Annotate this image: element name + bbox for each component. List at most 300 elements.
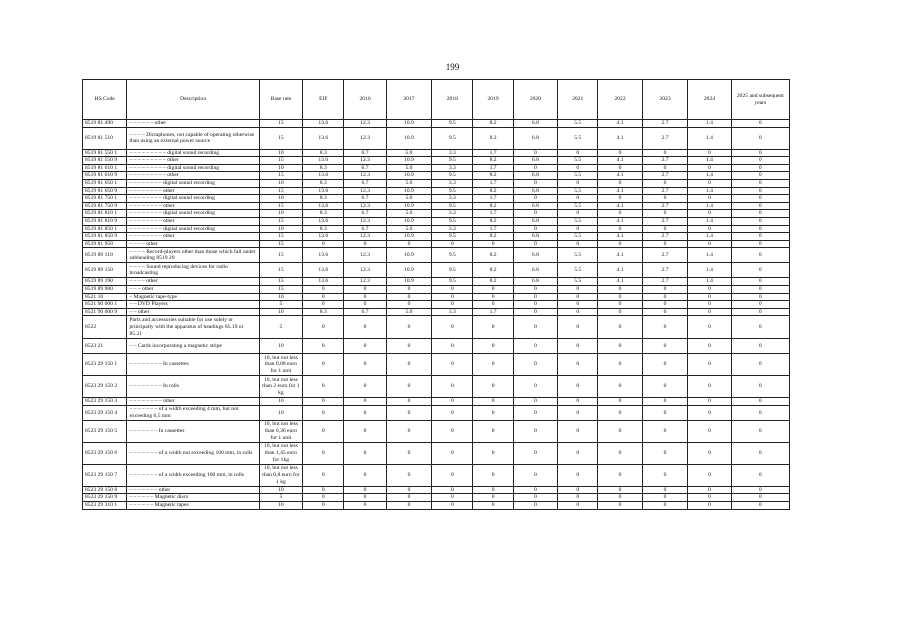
rate-cell: 1.4 <box>688 127 731 149</box>
rate-cell: 13.6 <box>303 278 344 286</box>
rate-cell: 13.6 <box>303 157 344 165</box>
rate-cell: 0 <box>558 308 598 316</box>
column-header-2020: 2020 <box>513 80 557 120</box>
rate-cell: 6.7 <box>344 164 386 172</box>
rate-cell: 0 <box>642 179 688 187</box>
rate-cell: 0 <box>303 502 344 510</box>
hs-code-cell: 8523 29 150 1 <box>83 354 127 376</box>
rate-cell: 15 <box>259 187 302 195</box>
table-row <box>83 172 790 180</box>
description-cell: – – – – Record-players other than those which fall under subheading 8519 20 <box>127 248 259 263</box>
rate-cell: 6.7 <box>344 210 386 218</box>
rate-cell: 5.0 <box>386 179 432 187</box>
rate-cell: 1.4 <box>688 248 731 263</box>
rate-cell: 10 <box>259 405 302 420</box>
description-cell: – – – – – – – – other <box>127 398 259 406</box>
rate-cell: 15 <box>259 248 302 263</box>
rate-cell: 0 <box>513 398 557 406</box>
rate-cell: 0 <box>513 354 557 376</box>
table-header-row <box>83 80 790 120</box>
rate-cell: 0 <box>642 398 688 406</box>
rate-cell: 0 <box>642 316 688 339</box>
description-cell: – – – – – – – – other <box>127 202 259 210</box>
rate-cell: 0 <box>513 240 557 248</box>
rate-cell: 6.7 <box>344 225 386 233</box>
hs-code-cell: 8519 89 190 <box>83 278 127 286</box>
hs-code-cell: 8523 29 150 5 <box>83 420 127 442</box>
rate-cell: 0 <box>688 398 731 406</box>
rate-cell: 0 <box>432 420 473 442</box>
table-row <box>83 149 790 157</box>
rate-cell: 15 <box>259 263 302 278</box>
rate-cell: 2.7 <box>642 187 688 195</box>
rate-cell: 0 <box>598 293 642 301</box>
page-number: 199 <box>445 62 460 72</box>
rate-cell: 10, but not less than 1,45 euro for 1kg <box>259 442 302 464</box>
rate-cell: 0 <box>303 494 344 502</box>
rate-cell: 12.3 <box>344 263 386 278</box>
rate-cell: 6.7 <box>344 149 386 157</box>
rate-cell: 9.5 <box>432 233 473 241</box>
rate-cell: 2.7 <box>642 127 688 149</box>
rate-cell: 1.7 <box>473 149 513 157</box>
rate-cell: 0 <box>513 164 557 172</box>
description-cell: – – – – – – – – digital sound recording <box>127 210 259 218</box>
rate-cell: 15 <box>259 233 302 241</box>
hs-code-cell: 8519 81 490 <box>83 120 127 128</box>
table-row <box>83 354 790 376</box>
rate-cell: 0 <box>558 420 598 442</box>
rate-cell: 0 <box>386 240 432 248</box>
hs-code-cell: 8522 <box>83 316 127 339</box>
rate-cell: 0 <box>344 301 386 309</box>
rate-cell: 0 <box>473 301 513 309</box>
rate-cell: 0 <box>386 293 432 301</box>
rate-cell: 5.5 <box>558 248 598 263</box>
rate-cell: 10 <box>259 149 302 157</box>
hs-code-cell: 8519 81 850 1 <box>83 225 127 233</box>
rate-cell: 0 <box>303 398 344 406</box>
table-row <box>83 157 790 165</box>
rate-cell: 0 <box>688 442 731 464</box>
hs-code-cell: 8523 29 150 8 <box>83 486 127 494</box>
rate-cell: 1.4 <box>688 157 731 165</box>
rate-cell: 0 <box>731 285 789 293</box>
rate-cell: 0 <box>598 179 642 187</box>
hs-code-cell: 8523 29 150 6 <box>83 442 127 464</box>
rate-cell: 0 <box>344 240 386 248</box>
rate-cell: 0 <box>598 376 642 398</box>
rate-cell: 0 <box>731 217 789 225</box>
rate-cell: 0 <box>731 464 789 486</box>
rate-cell: 13.6 <box>303 202 344 210</box>
rate-cell: 0 <box>731 149 789 157</box>
column-header-base-rate: Base rate <box>259 80 302 120</box>
hs-code-cell: 8519 89 900 <box>83 285 127 293</box>
rate-cell: 8.3 <box>303 225 344 233</box>
rate-cell: 0 <box>731 494 789 502</box>
rate-cell: 6.8 <box>513 248 557 263</box>
rate-cell: 2.7 <box>642 278 688 286</box>
rate-cell: 0 <box>558 494 598 502</box>
rate-cell: 3.3 <box>432 195 473 203</box>
rate-cell: 0 <box>598 210 642 218</box>
hs-code-cell: 8523 29 150 9 <box>83 494 127 502</box>
description-cell: – – – – – – – – In cassettes <box>127 354 259 376</box>
rate-cell: 10 <box>259 502 302 510</box>
rate-cell: 0 <box>598 486 642 494</box>
rate-cell: 0 <box>513 285 557 293</box>
rate-cell: 0 <box>558 210 598 218</box>
rate-cell: 0 <box>386 494 432 502</box>
rate-cell: 5.5 <box>558 263 598 278</box>
rate-cell: 8.3 <box>303 179 344 187</box>
rate-cell: 0 <box>688 494 731 502</box>
rate-cell: 5.5 <box>558 202 598 210</box>
rate-cell: 10.9 <box>386 187 432 195</box>
rate-cell: 0 <box>473 442 513 464</box>
rate-cell: 5.0 <box>386 164 432 172</box>
rate-cell: 0 <box>731 398 789 406</box>
rate-cell: 0 <box>688 240 731 248</box>
rate-cell: 10 <box>259 308 302 316</box>
rate-cell: 0 <box>513 210 557 218</box>
rate-cell: 1.7 <box>473 225 513 233</box>
rate-cell: 4.1 <box>598 187 642 195</box>
rate-cell: 0 <box>642 240 688 248</box>
table-row <box>83 248 790 263</box>
rate-cell: 0 <box>642 339 688 354</box>
rate-cell: 0 <box>386 354 432 376</box>
rate-cell: 13.6 <box>303 172 344 180</box>
rate-cell: 0 <box>688 405 731 420</box>
rate-cell: 0 <box>642 405 688 420</box>
rate-cell: 0 <box>731 293 789 301</box>
hs-code-cell: 8519 81 610 9 <box>83 172 127 180</box>
rate-cell: 1.4 <box>688 263 731 278</box>
description-cell: – – – – – – – – other <box>127 233 259 241</box>
rate-cell: 0 <box>386 502 432 510</box>
column-header-eif: EIF <box>303 80 344 120</box>
rate-cell: 0 <box>598 195 642 203</box>
rate-cell: 0 <box>303 405 344 420</box>
rate-cell: 0 <box>558 339 598 354</box>
rate-cell: 1.4 <box>688 202 731 210</box>
rate-cell: 0 <box>513 308 557 316</box>
rate-cell: 0 <box>688 376 731 398</box>
rate-cell: 0 <box>513 179 557 187</box>
rate-cell: 15 <box>259 278 302 286</box>
description-cell: – – – – – – – – other <box>127 187 259 195</box>
rate-cell: 9.5 <box>432 248 473 263</box>
rate-cell: 0 <box>513 494 557 502</box>
rate-cell: 0 <box>303 486 344 494</box>
rate-cell: 0 <box>344 442 386 464</box>
table-row <box>83 217 790 225</box>
rate-cell: 5.0 <box>386 195 432 203</box>
rate-cell: 0 <box>303 376 344 398</box>
rate-cell: 0 <box>731 278 789 286</box>
rate-cell: 10.9 <box>386 263 432 278</box>
rate-cell: 10 <box>259 179 302 187</box>
rate-cell: 0 <box>432 301 473 309</box>
rate-cell: 0 <box>558 354 598 376</box>
rate-cell: 0 <box>642 308 688 316</box>
rate-cell: 0 <box>344 293 386 301</box>
rate-cell: 0 <box>688 308 731 316</box>
description-cell: – – – – – – – – digital sound recording <box>127 225 259 233</box>
description-cell: – Magnetic tape-type <box>127 293 259 301</box>
table-row <box>83 339 790 354</box>
rate-cell: 10.9 <box>386 157 432 165</box>
rate-cell: 0 <box>688 420 731 442</box>
rate-cell: 2.7 <box>642 217 688 225</box>
column-header-description: Description <box>127 80 259 120</box>
rate-cell: 0 <box>598 225 642 233</box>
description-cell: – – DVD Players <box>127 301 259 309</box>
rate-cell: 0 <box>473 486 513 494</box>
table-row <box>83 225 790 233</box>
rate-cell: 0 <box>558 149 598 157</box>
rate-cell: 0 <box>344 420 386 442</box>
rate-cell: 0 <box>513 301 557 309</box>
table-row <box>83 420 790 442</box>
rate-cell: 3.3 <box>432 210 473 218</box>
table-row <box>83 195 790 203</box>
rate-cell: 0 <box>473 293 513 301</box>
rate-cell: 8.3 <box>303 164 344 172</box>
hs-code-cell: 8519 81 510 <box>83 127 127 149</box>
rate-cell: 0 <box>688 195 731 203</box>
rate-cell: 0 <box>473 316 513 339</box>
rate-cell: 0 <box>386 339 432 354</box>
rate-cell: 0 <box>731 210 789 218</box>
rate-cell: 10.9 <box>386 248 432 263</box>
rate-cell: 13.6 <box>303 248 344 263</box>
column-header-2024: 2024 <box>688 80 731 120</box>
rate-cell: 0 <box>731 263 789 278</box>
rate-cell: 4.1 <box>598 278 642 286</box>
rate-cell: 0 <box>598 301 642 309</box>
description-cell: – – – – Dictaphones, not capable of operating otherwise than using an external power source <box>127 127 259 149</box>
rate-cell: 0 <box>432 354 473 376</box>
table-row <box>83 316 790 339</box>
rate-cell: 0 <box>513 339 557 354</box>
rate-cell: 4.1 <box>598 217 642 225</box>
rate-cell: 9.5 <box>432 217 473 225</box>
rate-cell: 8.2 <box>473 127 513 149</box>
table-row <box>83 442 790 464</box>
rate-cell: 0 <box>303 464 344 486</box>
rate-cell: 8.2 <box>473 172 513 180</box>
rate-cell: 0 <box>598 354 642 376</box>
rate-cell: 0 <box>386 405 432 420</box>
rate-cell: 10 <box>259 293 302 301</box>
hs-code-cell: 8519 81 550 9 <box>83 157 127 165</box>
rate-cell: 0 <box>688 210 731 218</box>
rate-cell: 0 <box>432 240 473 248</box>
rate-cell: 0 <box>731 120 789 128</box>
rate-cell: 0 <box>303 339 344 354</box>
rate-cell: 2.7 <box>642 172 688 180</box>
rate-cell: 0 <box>432 285 473 293</box>
rate-cell: 0 <box>473 339 513 354</box>
hs-code-cell: 8519 81 750 1 <box>83 195 127 203</box>
rate-cell: 12.3 <box>344 278 386 286</box>
rate-cell: 0 <box>513 293 557 301</box>
rate-cell: 0 <box>731 127 789 149</box>
rate-cell: 0 <box>513 486 557 494</box>
rate-cell: 0 <box>731 164 789 172</box>
rate-cell: 0 <box>642 486 688 494</box>
rate-cell: 5.5 <box>558 157 598 165</box>
rate-cell: 3.3 <box>432 179 473 187</box>
description-cell: – – – – – – – – In rolls <box>127 376 259 398</box>
column-header-2017: 2017 <box>386 80 432 120</box>
rate-cell: 0 <box>731 308 789 316</box>
rate-cell: 0 <box>598 464 642 486</box>
rate-cell: 0 <box>598 442 642 464</box>
rate-cell: 0 <box>731 157 789 165</box>
hs-code-cell: 8519 89 150 <box>83 263 127 278</box>
rate-cell: 6.7 <box>344 179 386 187</box>
rate-cell: 0 <box>558 442 598 464</box>
rate-cell: 0 <box>558 179 598 187</box>
rate-cell: 0 <box>731 233 789 241</box>
rate-cell: 1.7 <box>473 210 513 218</box>
rate-cell: 12.3 <box>344 120 386 128</box>
rate-cell: 1.7 <box>473 164 513 172</box>
rate-cell: 3.3 <box>432 225 473 233</box>
column-header-2016: 2016 <box>344 80 386 120</box>
rate-cell: 0 <box>688 464 731 486</box>
rate-cell: 8.3 <box>303 149 344 157</box>
rate-cell: 10.9 <box>386 120 432 128</box>
table-row <box>83 301 790 309</box>
rate-cell: 0 <box>558 240 598 248</box>
rate-cell: 9.5 <box>432 263 473 278</box>
tariff-body <box>83 120 790 510</box>
rate-cell: 0 <box>513 316 557 339</box>
rate-cell: 0 <box>303 316 344 339</box>
rate-cell: 0 <box>642 502 688 510</box>
rate-cell: 6.8 <box>513 172 557 180</box>
rate-cell: 8.2 <box>473 278 513 286</box>
rate-cell: 0 <box>688 149 731 157</box>
rate-cell: 10 <box>259 398 302 406</box>
rate-cell: 0 <box>731 376 789 398</box>
rate-cell: 0 <box>558 164 598 172</box>
table-row <box>83 127 790 149</box>
table-row <box>83 486 790 494</box>
rate-cell: 0 <box>558 486 598 494</box>
rate-cell: 4.1 <box>598 157 642 165</box>
table-row <box>83 376 790 398</box>
rate-cell: 0 <box>642 225 688 233</box>
rate-cell: 0 <box>432 316 473 339</box>
rate-cell: 5 <box>259 301 302 309</box>
rate-cell: 0 <box>642 420 688 442</box>
rate-cell: 6.8 <box>513 157 557 165</box>
rate-cell: 0 <box>731 354 789 376</box>
rate-cell: 8.2 <box>473 120 513 128</box>
description-cell: – – – – – – Magnetic tapes <box>127 502 259 510</box>
rate-cell: 0 <box>688 502 731 510</box>
rate-cell: 0 <box>598 164 642 172</box>
rate-cell: 0 <box>473 285 513 293</box>
rate-cell: 6.8 <box>513 187 557 195</box>
hs-code-cell: 8521 90 000 1 <box>83 301 127 309</box>
rate-cell: 15 <box>259 285 302 293</box>
rate-cell: 8.2 <box>473 233 513 241</box>
rate-cell: 0 <box>731 187 789 195</box>
rate-cell: 10 <box>259 210 302 218</box>
rate-cell: 0 <box>731 248 789 263</box>
rate-cell: 0 <box>731 486 789 494</box>
rate-cell: 12.3 <box>344 187 386 195</box>
rate-cell: 0 <box>513 149 557 157</box>
rate-cell: 0 <box>558 502 598 510</box>
column-header-2025-subsequent: 2025 and subsequent years <box>731 80 789 120</box>
hs-code-cell: 8519 81 810 9 <box>83 217 127 225</box>
rate-cell: 0 <box>598 149 642 157</box>
table-row <box>83 263 790 278</box>
rate-cell: 0 <box>598 420 642 442</box>
rate-cell: 0 <box>642 210 688 218</box>
tariff-table <box>82 79 790 510</box>
rate-cell: 0 <box>303 293 344 301</box>
rate-cell: 10, but not less than 0,08 euro for 1 unit <box>259 354 302 376</box>
description-cell: – – – – – – – – – digital sound recording <box>127 149 259 157</box>
rate-cell: 0 <box>642 164 688 172</box>
rate-cell: 4.1 <box>598 127 642 149</box>
rate-cell: 0 <box>303 420 344 442</box>
hs-code-cell: 8521 10 <box>83 293 127 301</box>
rate-cell: 0 <box>558 195 598 203</box>
rate-cell: 12.3 <box>344 157 386 165</box>
rate-cell: 0 <box>642 464 688 486</box>
rate-cell: 5.0 <box>386 225 432 233</box>
rate-cell: 0 <box>731 202 789 210</box>
table-row <box>83 179 790 187</box>
table-row <box>83 502 790 510</box>
description-cell: – – – – – – – of a width exceeding 100 mm, in rolls <box>127 464 259 486</box>
column-header-2023: 2023 <box>642 80 688 120</box>
rate-cell: 6.7 <box>344 308 386 316</box>
rate-cell: 0 <box>731 316 789 339</box>
description-cell: – – other <box>127 308 259 316</box>
rate-cell: 9.5 <box>432 157 473 165</box>
rate-cell: 0 <box>344 486 386 494</box>
hs-code-cell: 8521 90 000 9 <box>83 308 127 316</box>
rate-cell: 0 <box>432 464 473 486</box>
rate-cell: 1.7 <box>473 308 513 316</box>
rate-cell: 4.1 <box>598 202 642 210</box>
rate-cell: 2.7 <box>642 202 688 210</box>
rate-cell: 0 <box>432 405 473 420</box>
hs-code-cell: 8523 29 150 4 <box>83 405 127 420</box>
rate-cell: 10 <box>259 164 302 172</box>
rate-cell: 15 <box>259 157 302 165</box>
description-cell: – – – other <box>127 285 259 293</box>
table-row <box>83 202 790 210</box>
rate-cell: 0 <box>731 172 789 180</box>
rate-cell: 3.3 <box>432 164 473 172</box>
rate-cell: 13.6 <box>303 233 344 241</box>
rate-cell: 0 <box>558 301 598 309</box>
rate-cell: 9.5 <box>432 202 473 210</box>
table-row <box>83 405 790 420</box>
